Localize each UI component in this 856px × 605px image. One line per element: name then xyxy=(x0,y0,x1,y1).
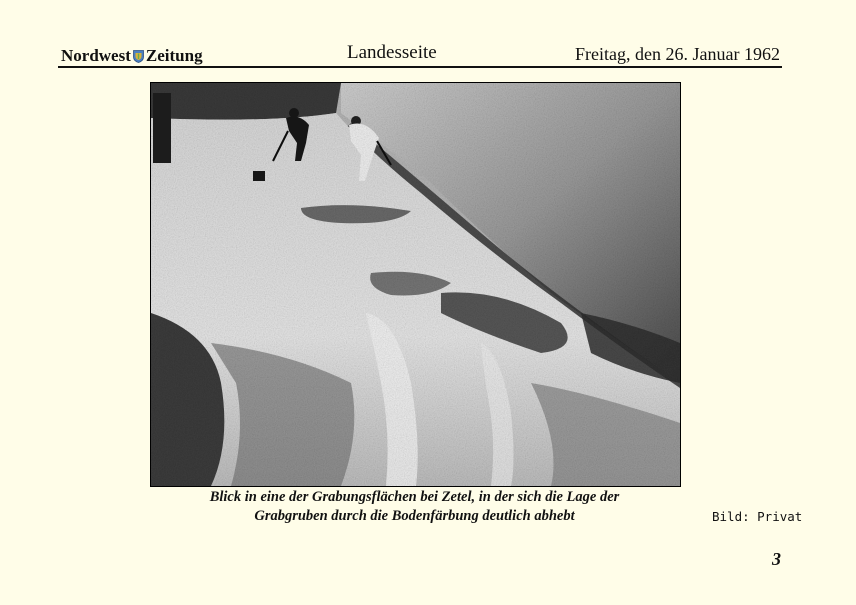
caption-line-2: Grabgruben durch die Bodenfärbung deutlich abhebt xyxy=(254,508,575,524)
masthead-zeitung: Zeitung xyxy=(145,46,203,65)
crest-icon xyxy=(133,50,144,63)
page-number: 3 xyxy=(772,549,781,569)
newspaper-masthead xyxy=(61,46,203,66)
page-header xyxy=(58,44,782,68)
issue-date: Freitag, den 26. Januar 1962 xyxy=(575,44,780,64)
section-title: Landesseite xyxy=(347,42,437,63)
excavation-photo xyxy=(150,82,681,487)
photo-caption xyxy=(150,488,679,526)
masthead-nordwest: Nordwest xyxy=(61,46,131,65)
caption-line-1: Blick in eine der Grabungsflächen bei Zetel, in der sich die Lage der xyxy=(209,489,620,505)
photo-credit: Bild: Privat xyxy=(712,509,803,524)
